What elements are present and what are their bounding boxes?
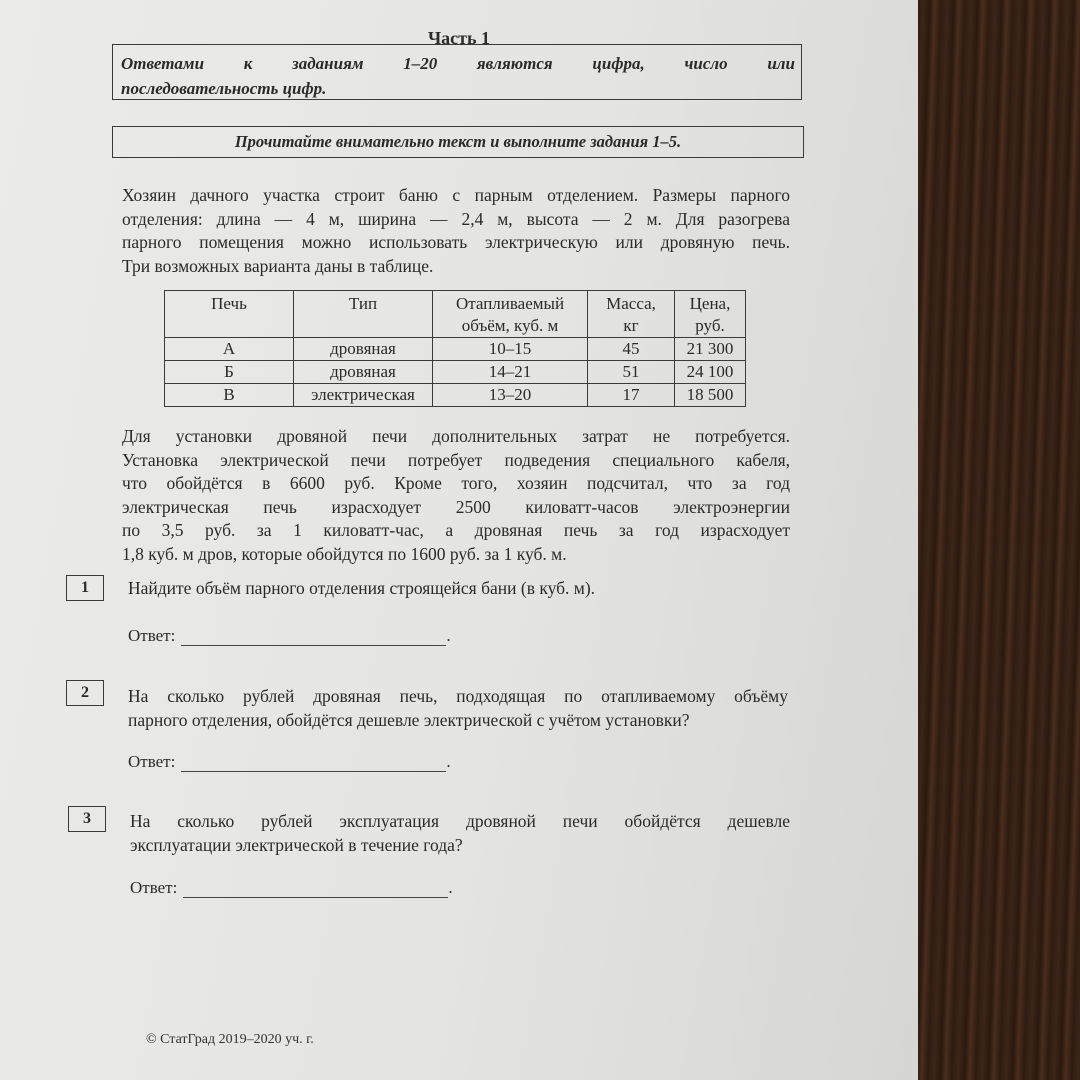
text-line: Для установки дровяной печи дополнительных затрат не потребуется. bbox=[122, 426, 790, 446]
intro-paragraph bbox=[122, 184, 790, 278]
answer-line[interactable] bbox=[181, 755, 446, 772]
question-text: На сколько рублей дровяная печь, подходящая по отапливаемому объёму парного отделения, обойдётся дешевле электрической с учётом установки? bbox=[128, 686, 788, 730]
table-header-row bbox=[165, 291, 746, 338]
task-instruction-box: Прочитайте внимательно текст и выполните задания 1–5. bbox=[112, 126, 804, 158]
text-line: по 3,5 руб. за 1 киловатт-час, а дровяная печь за год израсходует bbox=[122, 520, 790, 540]
text-line: отделения: длина — 4 м, ширина — 2,4 м, высота — 2 м. Для разогрева bbox=[122, 208, 790, 229]
stove-table bbox=[164, 290, 746, 407]
text-line: Три возможных варианта даны в таблице. bbox=[122, 255, 434, 276]
question-text: На сколько рублей эксплуатация дровяной печи обойдётся дешевле эксплуатации электрической в течение года? bbox=[130, 811, 790, 855]
header-cell: Цена, руб. bbox=[675, 291, 746, 338]
instructions-line-2: последовательность цифр. bbox=[121, 79, 327, 98]
text-line: Хозяин дачного участка строит баню с парным отделением. Размеры парного bbox=[122, 185, 790, 205]
answer-line[interactable] bbox=[183, 881, 448, 898]
question-number-box: 1 bbox=[66, 575, 104, 601]
answer-label: Ответ: bbox=[130, 878, 178, 897]
answer-label: Ответ: bbox=[128, 626, 176, 645]
question-number-box: 3 bbox=[68, 806, 106, 832]
header-cell: Печь bbox=[165, 291, 294, 338]
text-line: электрическая печь израсходует 2500 киловатт-часов электроэнергии bbox=[122, 496, 790, 517]
text-line: 1,8 куб. м дров, которые обойдутся по 1600 руб. за 1 куб. м. bbox=[122, 543, 567, 564]
answer-line[interactable] bbox=[181, 629, 446, 646]
header-cell: Отапливаемый объём, куб. м bbox=[433, 291, 588, 338]
text-line: что обойдётся в 6600 руб. Кроме того, хозяин подсчитал, что за год bbox=[122, 473, 790, 493]
table-row: Б дровяная 14–21 51 24 100 bbox=[165, 361, 746, 384]
table-row: В электрическая 13–20 17 18 500 bbox=[165, 384, 746, 407]
question-number-box: 2 bbox=[66, 680, 104, 706]
question-text: Найдите объём парного отделения строящейся бани (в куб. м). bbox=[128, 578, 596, 598]
answer-field[interactable]: Ответ: . bbox=[128, 626, 451, 645]
answer-label: Ответ: bbox=[128, 752, 176, 771]
answer-field[interactable]: Ответ: . bbox=[130, 878, 453, 897]
text-line: Установка электрической печи потребует подведения специального кабеля, bbox=[122, 449, 790, 470]
conditions-paragraph bbox=[122, 425, 790, 566]
text-line: парного помещения можно использовать электрическую или дровяную печь. bbox=[122, 232, 790, 252]
instructions-box bbox=[112, 44, 802, 100]
header-cell: Масса, кг bbox=[588, 291, 675, 338]
instructions-line-1: Ответами к заданиям 1–20 являются цифра, число или bbox=[121, 54, 795, 73]
part-title: Часть 1 bbox=[427, 28, 491, 48]
header-cell: Тип bbox=[294, 291, 433, 338]
table-row: А дровяная 10–15 45 21 300 bbox=[165, 338, 746, 361]
wooden-table-background bbox=[900, 0, 1080, 1080]
answer-field[interactable]: Ответ: . bbox=[128, 752, 451, 771]
copyright-footer: © СтатГрад 2019–2020 уч. г. bbox=[146, 1032, 314, 1047]
